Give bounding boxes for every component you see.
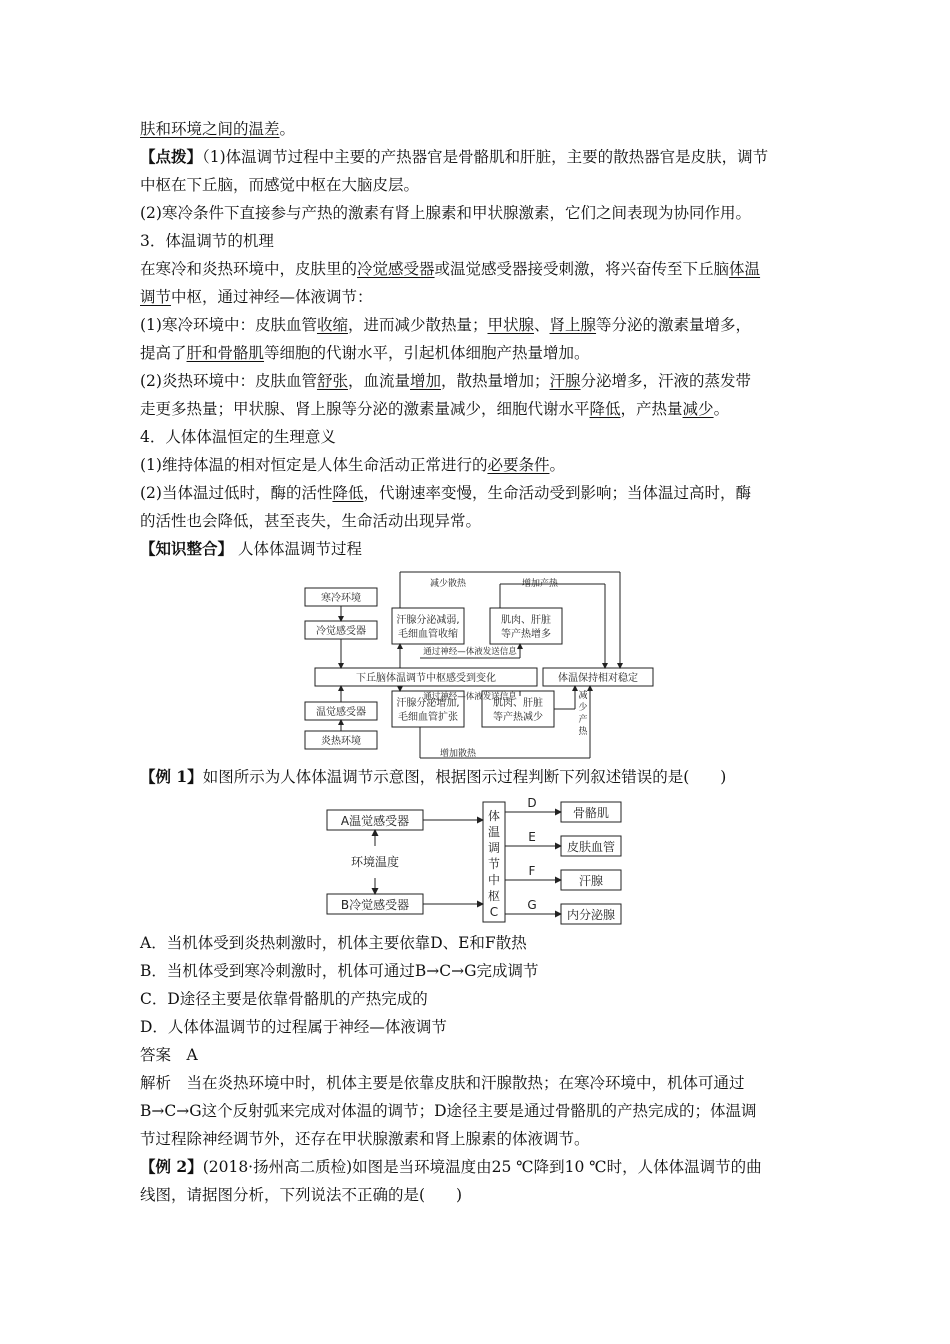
center-char-6: 枢 bbox=[487, 889, 501, 903]
text-segment: 中枢，通过神经—体液调节： bbox=[171, 288, 373, 306]
environment-temperature-node: 环境温度 bbox=[350, 855, 400, 869]
text-line bbox=[140, 482, 751, 504]
reduce-heat-production-char2: 少 bbox=[578, 703, 588, 713]
underlined-term: 舒张 bbox=[316, 372, 348, 390]
text-segment: (2)当体温过低时，酶的活性 bbox=[140, 484, 333, 502]
heat-production-increase-line2: 等产热增多 bbox=[501, 629, 551, 640]
skeletal-muscle-node: 骨骼肌 bbox=[572, 806, 610, 820]
center-char-3: 调 bbox=[487, 841, 501, 855]
heat-production-increase-line1: 肌肉、肝脏 bbox=[501, 615, 551, 626]
center-char-5: 中 bbox=[487, 873, 501, 887]
text-segment: (2)寒冷条件下直接参与产热的激素有肾上腺素和甲状腺激素，它们之间表现为协同作用。 bbox=[140, 204, 751, 222]
text-segment: (1)维持体温的相对恒定是人体生命活动正常进行的 bbox=[140, 456, 488, 474]
thermoregulation-process-diagram bbox=[300, 566, 690, 766]
underlined-term: 冷觉感受器 bbox=[357, 260, 435, 278]
text-line bbox=[140, 538, 362, 560]
text-segment: ，产热量 bbox=[620, 400, 683, 418]
text-segment: ，散热量增加； bbox=[441, 372, 550, 390]
text-segment: 提高了 bbox=[140, 344, 187, 362]
option-b: B．当机体受到寒冷刺激时，机体可通过B→C→G完成调节 bbox=[140, 962, 539, 980]
example-2-line-1: 【例 2】(2018·扬州高二质检)如图是当环境温度由25 ℃降到10 ℃时，人体体温调节的曲 bbox=[140, 1157, 762, 1176]
signal-label-bottom: 通过神经—体液发送信息 bbox=[423, 692, 517, 702]
text-segment: (2)炎热环境中：皮肤血管 bbox=[140, 372, 317, 390]
cold-receptor-b-node: B冷觉感受器 bbox=[340, 898, 410, 912]
center-char-2: 温 bbox=[487, 825, 501, 839]
underlined-term: 汗腺 bbox=[549, 372, 581, 390]
text-line bbox=[140, 426, 336, 448]
path-d-label: D bbox=[527, 798, 537, 810]
text-segment: 。 bbox=[713, 400, 730, 418]
hypothalamus-node: 下丘脑体温调节中枢感受到变化 bbox=[356, 673, 496, 684]
thermoregulation-schematic-diagram bbox=[325, 798, 635, 928]
center-char-4: 节 bbox=[487, 857, 501, 871]
text-segment: 【点拨】 bbox=[140, 147, 203, 166]
hot-environment-node: 炎热环境 bbox=[321, 736, 361, 747]
sweat-reduced-line2: 毛细血管收缩 bbox=[398, 629, 458, 640]
text-line bbox=[140, 202, 751, 224]
text-segment: 走更多热量；甲状腺、肾上腺等分泌的激素量减少，细胞代谢水平 bbox=[140, 400, 590, 418]
text-segment: （1)体温调节过程中主要的产热器官是骨骼肌和肝脏，主要的散热器官是皮肤，调节 bbox=[202, 148, 769, 166]
option-a: A．当机体受到炎热刺激时，机体主要依靠D、E和F散热 bbox=[140, 934, 527, 952]
text-line bbox=[140, 230, 274, 252]
endocrine-gland-node: 内分泌腺 bbox=[566, 908, 616, 922]
sweat-reduced-line1: 汗腺分泌减弱, bbox=[396, 615, 460, 626]
text-segment: 3．体温调节的机理 bbox=[140, 232, 274, 250]
path-g-label: G bbox=[527, 898, 537, 912]
path-f-label: F bbox=[528, 864, 536, 878]
option-c: C．D途径主要是依靠骨骼肌的产热完成的 bbox=[140, 990, 428, 1008]
underlined-term: 减少 bbox=[682, 400, 714, 418]
center-char-1: 体 bbox=[487, 809, 501, 823]
analysis-line-2: B→C→G这个反射弧来完成对体温的调节；D途径主要是通过骨骼肌的产热完成的；体温调 bbox=[140, 1102, 757, 1120]
underlined-term: 必要条件 bbox=[487, 456, 550, 474]
text-segment: ，血流量 bbox=[347, 372, 410, 390]
cold-receptor-node: 冷觉感受器 bbox=[316, 626, 366, 637]
cold-environment-node: 寒冷环境 bbox=[321, 593, 361, 604]
text-line bbox=[140, 146, 768, 168]
reduce-heat-production-char3: 产 bbox=[578, 715, 588, 725]
text-segment: 的活性也会降低，甚至丧失，生命活动出现异常。 bbox=[140, 512, 482, 530]
text-line bbox=[140, 314, 751, 336]
answer: 答案 A bbox=[140, 1046, 198, 1064]
underlined-term: 肤和环境之间的温差 bbox=[140, 120, 280, 138]
underlined-term: 调节 bbox=[140, 288, 172, 306]
underlined-term: 甲状腺 bbox=[487, 316, 535, 334]
text-line bbox=[140, 510, 481, 532]
path-e-label: E bbox=[528, 830, 536, 844]
text-line bbox=[140, 398, 729, 420]
signal-label-top: 通过神经—体液发送信息 bbox=[423, 647, 517, 657]
text-line bbox=[140, 118, 295, 140]
text-line bbox=[140, 454, 565, 476]
sweat-increased-line1: 汗腺分泌增加, bbox=[396, 698, 460, 709]
text-segment: 等分泌的激素量增多， bbox=[596, 316, 752, 334]
center-char-7: C bbox=[489, 905, 499, 919]
underlined-term: 增加 bbox=[410, 372, 442, 390]
example-1-question: 【例 1】如图所示为人体体温调节示意图，根据图示过程判断下列叙述错误的是( ) bbox=[140, 767, 727, 786]
text-segment: 或温觉感受器接受刺激，将兴奋传至下丘脑 bbox=[434, 260, 730, 278]
text-segment: 在寒冷和炎热环境中，皮肤里的 bbox=[140, 260, 358, 278]
underlined-term: 体温 bbox=[729, 260, 761, 278]
underlined-term: 肾上腺 bbox=[549, 316, 597, 334]
text-segment: 4．人体体温恒定的生理意义 bbox=[140, 428, 336, 446]
option-d: D．人体体温调节的过程属于神经—体液调节 bbox=[140, 1018, 447, 1036]
text-segment: 分泌增多，汗液的蒸发带 bbox=[580, 372, 752, 390]
text-segment: ，进而减少散热量； bbox=[347, 316, 488, 334]
increase-heat-loss-label: 增加散热 bbox=[439, 749, 477, 759]
text-segment: 中枢在下丘脑，而感觉中枢在大脑皮层。 bbox=[140, 176, 420, 194]
heat-production-decrease-line1: 肌肉、肝脏 bbox=[493, 698, 543, 709]
text-segment: (1)寒冷环境中：皮肤血管 bbox=[140, 316, 317, 334]
temperature-stable-node: 体温保持相对稳定 bbox=[558, 673, 638, 684]
example-2-line-2: 线图，请据图分析，下列说法不正确的是( ) bbox=[140, 1186, 463, 1204]
skin-vessel-node: 皮肤血管 bbox=[566, 840, 616, 854]
text-line bbox=[140, 258, 760, 280]
underlined-term: 降低 bbox=[332, 484, 364, 502]
analysis-line-1: 解析 当在炎热环境中时，机体主要是依靠皮肤和汗腺散热；在寒冷环境中，机体可通过 bbox=[140, 1074, 745, 1092]
text-segment: 人体体温调节过程 bbox=[233, 540, 362, 558]
reduce-heat-production-char4: 热 bbox=[578, 727, 588, 737]
sweat-increased-line2: 毛细血管扩张 bbox=[398, 712, 458, 723]
underlined-term: 肝和骨骼肌 bbox=[186, 344, 265, 362]
increase-heat-production-label: 增加产热 bbox=[521, 579, 559, 589]
text-segment: 。 bbox=[279, 120, 296, 138]
text-segment: 。 bbox=[549, 456, 565, 474]
text-segment: 【知识整合】 bbox=[140, 539, 234, 558]
text-segment: 等细胞的代谢水平，引起机体细胞产热量增加。 bbox=[264, 344, 590, 362]
text-line bbox=[140, 286, 373, 308]
text-segment: ，代谢速率变慢，生命活动受到影响；当体温过高时，酶 bbox=[363, 484, 751, 502]
underlined-term: 降低 bbox=[589, 400, 621, 418]
text-line bbox=[140, 370, 751, 392]
sweat-gland-node: 汗腺 bbox=[578, 874, 604, 888]
text-segment: 、 bbox=[534, 316, 550, 334]
text-line bbox=[140, 174, 419, 196]
warm-receptor-node: 温觉感受器 bbox=[316, 707, 366, 718]
analysis-line-3: 节过程除神经调节外，还存在甲状腺激素和肾上腺素的体液调节。 bbox=[140, 1130, 590, 1148]
underlined-term: 收缩 bbox=[316, 316, 348, 334]
reduce-heat-production-char1: 减 bbox=[578, 691, 588, 701]
heat-production-decrease-line2: 等产热减少 bbox=[493, 712, 543, 723]
warm-receptor-a-node: A温觉感受器 bbox=[340, 814, 410, 828]
reduce-heat-loss-label: 减少散热 bbox=[429, 579, 467, 589]
text-line bbox=[140, 342, 590, 364]
